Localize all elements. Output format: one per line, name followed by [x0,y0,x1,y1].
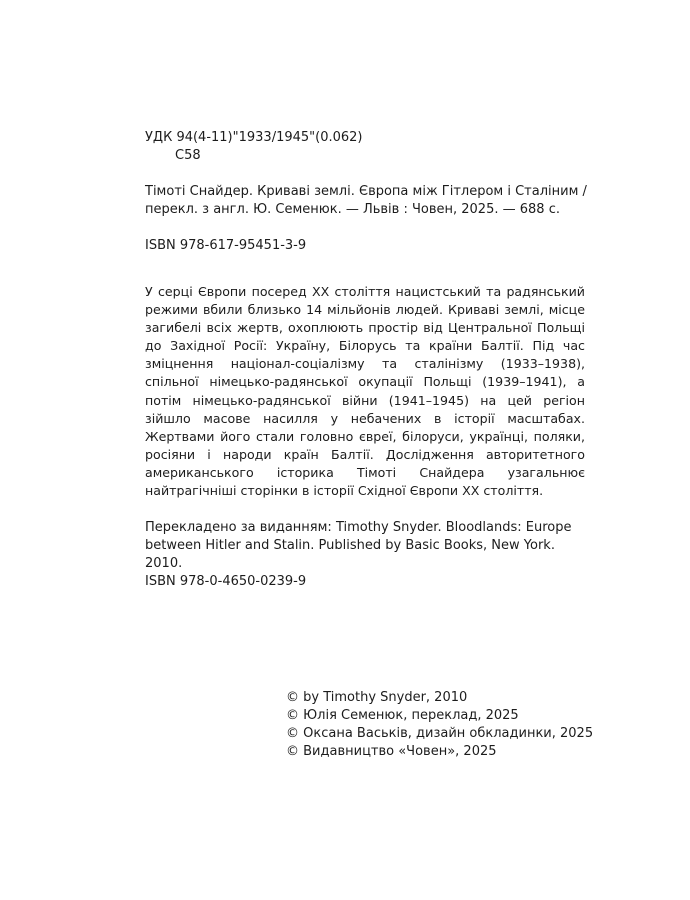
copyright-line: © Юлія Семенюк, переклад, 2025 [286,708,519,723]
copyright-line: © by Timothy Snyder, 2010 [286,690,468,705]
original-edition-text: Перекладено за виданням: Timothy Snyder. Bloodlands: Europe between Hitler and Stalin. Published by Basic Books, New York. 2010. [145,520,572,571]
original-edition-info [145,519,590,591]
original-isbn: ISBN 978-0-4650-0239-9 [145,574,307,589]
copyright-notices [286,689,606,761]
udk-code: УДК 94(4-11)"1933/1945"(0.062) [145,130,363,145]
book-annotation: У серці Європи посеред XX століття нацистський та радянський режими вбили близько 14 мільйонів людей. Криваві землі, місце загибелі всіх жертв, охоплюють простір від Центральної Польщі до Західної Росії: Україну, Білорусь та країни Балтії. Під час зміцнення націонал-соціалізму та сталінізму (1933–1938), спільної німецько-радянської окупації Польщі (1939–1941), а потім німецько-радянської війни (1941–1945) на цей регіон зійшло масове насилля у небачених в історії масштабах. Жертвами його стали головно євреї, білоруси, українці, поляки, росіяни і народи країн Балтії. Дослідження авторитетного американського історика Тімоті Снайдера узагальнює найтрагічніші сторінки в історії Східної Європи XX століття. [145,284,585,499]
udk-author-index: С58 [175,148,201,163]
copyright-line: © Оксана Васьків, дизайн обкладинки, 2025 [286,726,594,741]
udk-block [145,129,585,165]
copyright-line: © Видавництво «Човен», 2025 [286,744,497,759]
bibliographic-citation: Тімоті Снайдер. Криваві землі. Європа між Гітлером і Сталіним / перекл. з англ. Ю. Семенюк. — Львів : Човен, 2025. — 688 с. [145,184,587,217]
isbn: ISBN 978-617-95451-3-9 [145,238,307,253]
